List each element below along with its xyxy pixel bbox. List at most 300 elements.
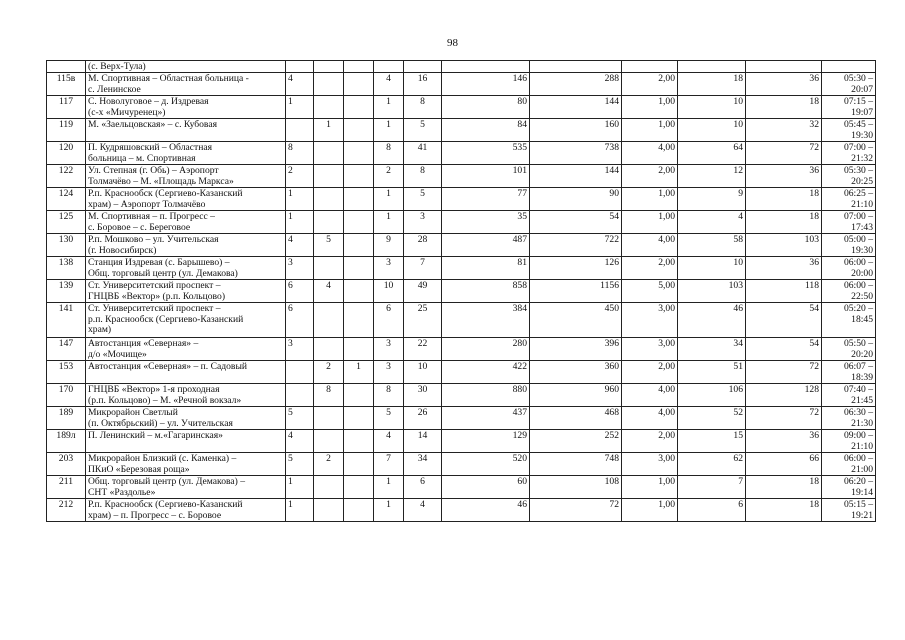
operating-hours [822, 142, 876, 165]
value-h: 4,00 [622, 384, 678, 407]
route-number: 125 [47, 211, 86, 234]
route-name-line: (п. Октябрьский) – ул. Учительская [88, 417, 233, 429]
value-j: 72 [746, 142, 822, 165]
value-h: 2,00 [622, 430, 678, 453]
continuation-text: (с. Верх-Тула) [86, 61, 286, 73]
operating-hours-line: 19:14 [851, 486, 873, 498]
route-name-line: Ул. Степная (г. Обь) – Аэропорт [88, 165, 219, 177]
operating-hours [822, 407, 876, 430]
operating-hours-line: 05:45 – [843, 119, 873, 131]
value-j: 72 [746, 407, 822, 430]
route-name-line: П. Кудряшовский – Областная [88, 142, 212, 154]
operating-hours-line: 05:30 – [843, 165, 873, 177]
value-i: 10 [678, 257, 746, 280]
buses-total: 1 [374, 96, 404, 119]
table-row [47, 476, 876, 499]
buses-large [344, 280, 374, 303]
value-j: 36 [746, 165, 822, 188]
operating-hours-line: 09:00 – [843, 430, 873, 442]
value-i: 10 [678, 96, 746, 119]
value-j: 72 [746, 361, 822, 384]
operating-hours [822, 280, 876, 303]
route-name-line: больница – м. Спортивная [88, 152, 196, 164]
operating-hours-line: 06:00 – [843, 280, 873, 292]
value-i: 58 [678, 234, 746, 257]
trips-count: 8 [404, 165, 442, 188]
route-name [86, 280, 286, 303]
buses-total: 1 [374, 499, 404, 522]
value-g: 90 [530, 188, 622, 211]
value-j: 66 [746, 453, 822, 476]
value-g: 1156 [530, 280, 622, 303]
value-h: 3,00 [622, 303, 678, 338]
value-f: 437 [442, 407, 530, 430]
route-name-line: Р.п. Краснообск (Сергиево-Казанский [88, 188, 243, 200]
route-number: 139 [47, 280, 86, 303]
value-h: 5,00 [622, 280, 678, 303]
value-f: 520 [442, 453, 530, 476]
trips-count: 5 [404, 188, 442, 211]
route-name-line: Автостанция «Северная» – п. Садовый [88, 361, 248, 373]
operating-hours-line: 21:10 [851, 198, 873, 210]
operating-hours [822, 303, 876, 338]
buses-small: 5 [286, 407, 314, 430]
buses-large [344, 499, 374, 522]
value-h: 1,00 [622, 476, 678, 499]
value-h: 1,00 [622, 211, 678, 234]
route-name [86, 188, 286, 211]
value-f: 60 [442, 476, 530, 499]
buses-large [344, 407, 374, 430]
value-i: 106 [678, 384, 746, 407]
trips-count: 3 [404, 211, 442, 234]
route-name [86, 499, 286, 522]
value-h: 1,00 [622, 119, 678, 142]
cell-empty [47, 61, 86, 73]
value-i: 46 [678, 303, 746, 338]
buses-medium [314, 165, 344, 188]
route-name [86, 338, 286, 361]
buses-medium [314, 257, 344, 280]
route-name [86, 142, 286, 165]
route-name-line: Микрорайон Близкий (с. Каменка) – [88, 453, 237, 465]
operating-hours-line: 21:45 [851, 394, 873, 406]
trips-count: 14 [404, 430, 442, 453]
route-number: 120 [47, 142, 86, 165]
operating-hours-line: 06:30 – [843, 407, 873, 419]
buses-medium: 1 [314, 119, 344, 142]
value-i: 12 [678, 165, 746, 188]
buses-total: 7 [374, 453, 404, 476]
value-f: 858 [442, 280, 530, 303]
table-row [47, 234, 876, 257]
table-row [47, 165, 876, 188]
value-g: 252 [530, 430, 622, 453]
value-h: 1,00 [622, 499, 678, 522]
route-name [86, 165, 286, 188]
value-j: 18 [746, 188, 822, 211]
value-i: 51 [678, 361, 746, 384]
route-name-line: с. Ленинское [88, 83, 141, 95]
operating-hours-line: 18:39 [851, 371, 873, 383]
operating-hours-line: 05:30 – [843, 73, 873, 85]
route-number: 203 [47, 453, 86, 476]
operating-hours [822, 211, 876, 234]
trips-count: 41 [404, 142, 442, 165]
buses-medium: 2 [314, 361, 344, 384]
value-f: 84 [442, 119, 530, 142]
value-j: 103 [746, 234, 822, 257]
operating-hours [822, 453, 876, 476]
route-name-line: С. Новолуговое – д. Издревая [88, 96, 209, 108]
operating-hours-line: 06:00 – [843, 257, 873, 269]
buses-small: 1 [286, 476, 314, 499]
route-name-line: храм) – Аэропорт Толмачёво [88, 198, 206, 210]
operating-hours [822, 234, 876, 257]
buses-total: 2 [374, 165, 404, 188]
table-row [47, 361, 876, 384]
route-name-line: СНТ «Раздолье» [88, 486, 156, 498]
operating-hours-line: 07:00 – [843, 142, 873, 154]
route-name-line: Р.п. Мошково – ул. Учительская [88, 234, 219, 246]
route-name-line: М. Спортивная – п. Прогресс – [88, 211, 215, 223]
value-g: 450 [530, 303, 622, 338]
table-row [47, 211, 876, 234]
trips-count: 49 [404, 280, 442, 303]
table-body [47, 61, 876, 522]
route-name-line: М. «Заельцовская» – с. Кубовая [88, 119, 218, 131]
operating-hours-line: 06:20 – [843, 476, 873, 488]
buses-total: 9 [374, 234, 404, 257]
value-i: 103 [678, 280, 746, 303]
value-f: 46 [442, 499, 530, 522]
value-j: 36 [746, 257, 822, 280]
buses-small: 6 [286, 280, 314, 303]
value-f: 35 [442, 211, 530, 234]
operating-hours-line: 20:00 [851, 267, 873, 279]
value-g: 748 [530, 453, 622, 476]
buses-total: 1 [374, 476, 404, 499]
buses-large [344, 476, 374, 499]
value-j: 18 [746, 476, 822, 499]
route-name-line: (г. Новосибирск) [88, 244, 157, 256]
buses-medium: 2 [314, 453, 344, 476]
buses-medium: 8 [314, 384, 344, 407]
route-name [86, 96, 286, 119]
operating-hours-line: 07:40 – [843, 384, 873, 396]
value-j: 54 [746, 303, 822, 338]
route-name-line: Ст. Университетский проспект – [88, 303, 221, 315]
trips-count: 10 [404, 361, 442, 384]
table-row [47, 188, 876, 211]
value-i: 7 [678, 476, 746, 499]
buses-large [344, 303, 374, 338]
operating-hours [822, 384, 876, 407]
operating-hours-line: 05:20 – [843, 303, 873, 315]
route-name-line: Общ. торговый центр (ул. Демакова) – [88, 476, 246, 488]
buses-small: 1 [286, 96, 314, 119]
route-name-line: храм) – п. Прогресс – с. Боровое [88, 509, 222, 521]
route-name-line: Станция Издревая (с. Барышево) – [88, 257, 230, 269]
value-h: 2,00 [622, 165, 678, 188]
buses-medium [314, 211, 344, 234]
buses-small: 2 [286, 165, 314, 188]
buses-medium [314, 407, 344, 430]
buses-total: 5 [374, 407, 404, 430]
value-j: 18 [746, 211, 822, 234]
value-g: 960 [530, 384, 622, 407]
table-row [47, 303, 876, 338]
trips-count: 34 [404, 453, 442, 476]
value-f: 280 [442, 338, 530, 361]
continuation-row [47, 61, 876, 73]
buses-small: 8 [286, 142, 314, 165]
buses-total: 3 [374, 338, 404, 361]
buses-large [344, 96, 374, 119]
value-i: 18 [678, 73, 746, 96]
value-g: 396 [530, 338, 622, 361]
route-name-line: (с-х «Мичуренец») [88, 106, 166, 118]
buses-small [286, 384, 314, 407]
operating-hours [822, 96, 876, 119]
operating-hours [822, 476, 876, 499]
table-row [47, 499, 876, 522]
page-number: 98 [447, 37, 458, 49]
buses-total: 10 [374, 280, 404, 303]
table-row [47, 96, 876, 119]
value-j: 36 [746, 430, 822, 453]
route-name-line: Толмачёво – М. «Площадь Маркса» [88, 175, 234, 187]
route-name [86, 119, 286, 142]
route-number: 211 [47, 476, 86, 499]
value-g: 144 [530, 165, 622, 188]
trips-count: 16 [404, 73, 442, 96]
operating-hours-line: 21:30 [851, 417, 873, 429]
route-number: 212 [47, 499, 86, 522]
operating-hours-line: 19:30 [851, 129, 873, 141]
route-name [86, 361, 286, 384]
value-f: 101 [442, 165, 530, 188]
value-j: 54 [746, 338, 822, 361]
operating-hours [822, 430, 876, 453]
operating-hours [822, 361, 876, 384]
buses-medium: 4 [314, 280, 344, 303]
route-name-line: Автостанция «Северная» – [88, 338, 199, 350]
buses-medium [314, 96, 344, 119]
value-g: 468 [530, 407, 622, 430]
buses-small: 3 [286, 338, 314, 361]
value-g: 126 [530, 257, 622, 280]
operating-hours-line: 18:45 [851, 313, 873, 325]
trips-count: 4 [404, 499, 442, 522]
route-name [86, 257, 286, 280]
value-f: 487 [442, 234, 530, 257]
operating-hours-line: 07:00 – [843, 211, 873, 223]
route-name-line: (р.п. Кольцово) – М. «Речной вокзал» [88, 394, 242, 406]
route-name-line: Р.п. Краснообск (Сергиево-Казанский [88, 499, 243, 511]
value-g: 738 [530, 142, 622, 165]
operating-hours-line: 19:21 [851, 509, 873, 521]
buses-medium: 5 [314, 234, 344, 257]
value-h: 3,00 [622, 338, 678, 361]
route-name [86, 73, 286, 96]
value-g: 144 [530, 96, 622, 119]
routes-table [46, 60, 876, 522]
route-name-line: П. Ленинский – м.«Гагаринская» [88, 430, 223, 442]
value-f: 535 [442, 142, 530, 165]
value-f: 880 [442, 384, 530, 407]
route-name-line: М. Спортивная – Областная больница - [88, 73, 249, 85]
value-i: 52 [678, 407, 746, 430]
value-h: 1,00 [622, 96, 678, 119]
buses-total: 4 [374, 73, 404, 96]
value-j: 18 [746, 96, 822, 119]
value-f: 80 [442, 96, 530, 119]
value-j: 36 [746, 73, 822, 96]
operating-hours-line: 06:25 – [843, 188, 873, 200]
value-j: 32 [746, 119, 822, 142]
table-row [47, 280, 876, 303]
route-number: 115в [47, 73, 86, 96]
buses-medium [314, 430, 344, 453]
table-row [47, 453, 876, 476]
operating-hours-line: 21:00 [851, 463, 873, 475]
buses-large [344, 430, 374, 453]
route-name [86, 453, 286, 476]
buses-large [344, 257, 374, 280]
buses-medium [314, 188, 344, 211]
value-h: 1,00 [622, 188, 678, 211]
buses-small: 3 [286, 257, 314, 280]
table-row [47, 384, 876, 407]
route-name [86, 407, 286, 430]
operating-hours-line: 21:32 [851, 152, 873, 164]
buses-medium [314, 499, 344, 522]
value-i: 10 [678, 119, 746, 142]
table-row [47, 142, 876, 165]
buses-medium [314, 142, 344, 165]
value-f: 77 [442, 188, 530, 211]
route-number: 147 [47, 338, 86, 361]
buses-large [344, 453, 374, 476]
route-name-line: храм) [88, 324, 112, 336]
operating-hours-line: 17:43 [851, 221, 873, 233]
operating-hours-line: 20:07 [851, 83, 873, 95]
route-name-line: ГНЦВБ «Вектор» (р.п. Кольцово) [88, 290, 226, 302]
value-h: 4,00 [622, 142, 678, 165]
value-h: 2,00 [622, 361, 678, 384]
buses-large [344, 384, 374, 407]
route-name [86, 476, 286, 499]
route-number: 138 [47, 257, 86, 280]
table-row [47, 119, 876, 142]
operating-hours [822, 257, 876, 280]
operating-hours-line: 20:25 [851, 175, 873, 187]
route-name-line: Ст. Университетский проспект – [88, 280, 221, 292]
value-f: 422 [442, 361, 530, 384]
buses-large [344, 165, 374, 188]
route-number: 141 [47, 303, 86, 338]
value-i: 34 [678, 338, 746, 361]
value-h: 2,00 [622, 257, 678, 280]
trips-count: 5 [404, 119, 442, 142]
buses-medium [314, 338, 344, 361]
buses-total: 8 [374, 384, 404, 407]
trips-count: 7 [404, 257, 442, 280]
value-h: 2,00 [622, 73, 678, 96]
table-row [47, 257, 876, 280]
buses-medium [314, 73, 344, 96]
route-name [86, 234, 286, 257]
route-name-line: ГНЦВБ «Вектор» 1-я проходная [88, 384, 220, 396]
value-g: 54 [530, 211, 622, 234]
buses-small: 1 [286, 188, 314, 211]
route-number: 117 [47, 96, 86, 119]
operating-hours-line: 06:00 – [843, 453, 873, 465]
route-number: 170 [47, 384, 86, 407]
value-i: 64 [678, 142, 746, 165]
value-g: 72 [530, 499, 622, 522]
buses-total: 3 [374, 257, 404, 280]
buses-medium [314, 303, 344, 338]
operating-hours-line: 21:10 [851, 440, 873, 452]
route-name-line: р.п. Краснообск (Сергиево-Казанский [88, 313, 244, 325]
operating-hours [822, 73, 876, 96]
value-g: 108 [530, 476, 622, 499]
value-f: 384 [442, 303, 530, 338]
operating-hours [822, 338, 876, 361]
buses-total: 1 [374, 188, 404, 211]
buses-total: 3 [374, 361, 404, 384]
value-h: 3,00 [622, 453, 678, 476]
trips-count: 6 [404, 476, 442, 499]
buses-large [344, 338, 374, 361]
operating-hours-line: 19:07 [851, 106, 873, 118]
value-g: 160 [530, 119, 622, 142]
buses-small: 4 [286, 234, 314, 257]
table-row [47, 407, 876, 430]
trips-count: 8 [404, 96, 442, 119]
value-i: 6 [678, 499, 746, 522]
table-row [47, 73, 876, 96]
route-number: 189 [47, 407, 86, 430]
trips-count: 26 [404, 407, 442, 430]
operating-hours-line: 07:15 – [843, 96, 873, 108]
buses-total: 4 [374, 430, 404, 453]
trips-count: 22 [404, 338, 442, 361]
route-name-line: д/о «Мочище» [88, 348, 147, 360]
value-g: 722 [530, 234, 622, 257]
operating-hours [822, 188, 876, 211]
operating-hours-line: 20:20 [851, 348, 873, 360]
route-name-line: ПКиО «Березовая роща» [88, 463, 190, 475]
operating-hours [822, 499, 876, 522]
buses-small [286, 361, 314, 384]
value-i: 4 [678, 211, 746, 234]
trips-count: 25 [404, 303, 442, 338]
operating-hours [822, 165, 876, 188]
value-f: 81 [442, 257, 530, 280]
operating-hours-line: 05:50 – [843, 338, 873, 350]
table-row [47, 338, 876, 361]
route-number: 119 [47, 119, 86, 142]
buses-total: 6 [374, 303, 404, 338]
value-f: 129 [442, 430, 530, 453]
value-h: 4,00 [622, 407, 678, 430]
route-number: 130 [47, 234, 86, 257]
trips-count: 28 [404, 234, 442, 257]
buses-large [344, 119, 374, 142]
